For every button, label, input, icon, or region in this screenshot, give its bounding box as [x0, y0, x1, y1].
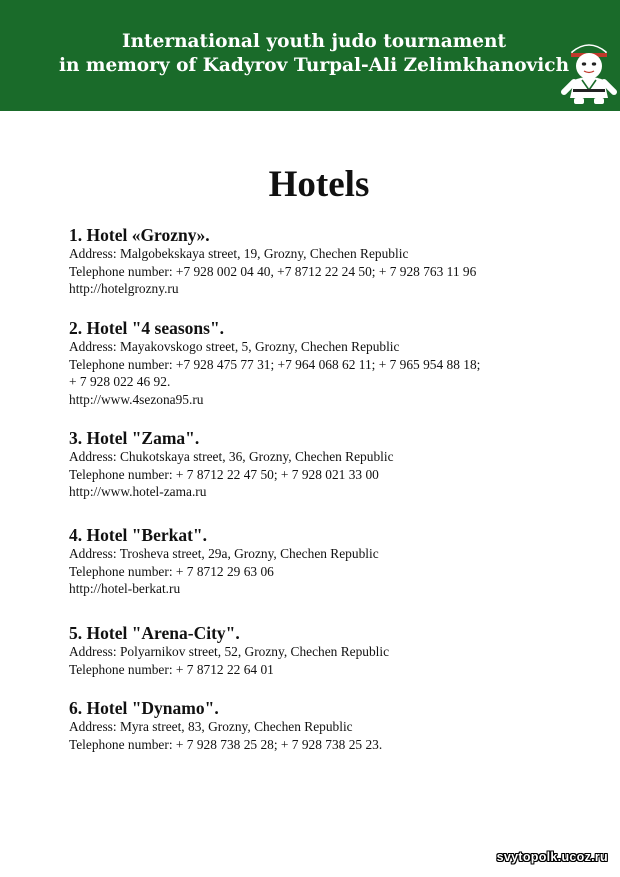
judoka-mascot-icon: [560, 40, 618, 106]
hotel-address: Address: Chukotskaya street, 36, Grozny, Chechen Republic: [69, 449, 394, 464]
hotel-entry-dynamo: [69, 698, 609, 753]
page-title: Hotels: [268, 164, 370, 205]
hotel-name: 4. Hotel "Berkat".: [69, 525, 208, 545]
hotel-address: Address: Myra street, 83, Grozny, Chechen Republic: [69, 719, 353, 734]
hotel-phone: Telephone number: + 7 928 738 25 28; + 7 928 738 25 23.: [69, 736, 383, 752]
hotel-url[interactable]: http://hotel-berkat.ru: [69, 581, 181, 596]
hotel-phone: Telephone number: + 7 8712 22 64 01: [69, 661, 274, 677]
hotel-address: Address: Polyarnikov street, 52, Grozny, Chechen Republic: [69, 644, 390, 659]
tournament-title-line1: International youth judo tournament: [121, 31, 507, 52]
hotel-name: 6. Hotel "Dynamo".: [69, 698, 219, 718]
site-watermark: svytopolk.ucoz.ru: [496, 850, 608, 864]
hotel-address: Address: Mayakovskogo street, 5, Grozny, Chechen Republic: [69, 339, 400, 354]
hotel-entry-4-seasons: [69, 318, 609, 408]
hotel-entry-arena-city: [69, 623, 609, 678]
hotel-name: 5. Hotel "Arena-City".: [69, 623, 240, 643]
hotel-phone: Telephone number: +7 928 475 77 31; +7 964 068 62 11; + 7 965 954 88 18;: [69, 356, 481, 372]
hotel-url[interactable]: http://hotelgrozny.ru: [69, 281, 179, 296]
hotel-address: Address: Trosheva street, 29a, Grozny, Chechen Republic: [69, 546, 379, 561]
hotel-url[interactable]: http://www.hotel-zama.ru: [69, 484, 207, 499]
hotel-name: 2. Hotel "4 seasons".: [69, 318, 225, 338]
hotel-entry-grozny: [69, 225, 609, 298]
header-banner: [0, 0, 620, 111]
hotel-phone: Telephone number: + 7 8712 22 47 50; + 7 928 021 33 00: [69, 466, 379, 482]
hotel-url[interactable]: http://www.4sezona95.ru: [69, 391, 204, 407]
hotel-phone: Telephone number: +7 928 002 04 40, +7 8712 22 24 50; + 7 928 763 11 96: [69, 263, 477, 279]
hotel-entry-zama: [69, 428, 609, 501]
hotel-address: Address: Malgobekskaya street, 19, Grozny, Chechen Republic: [69, 246, 409, 261]
hotel-phone: Telephone number: + 7 8712 29 63 06: [69, 563, 274, 579]
hotel-phone-continued: + 7 928 022 46 92.: [69, 374, 171, 389]
tournament-title: [44, 30, 584, 78]
hotel-entry-berkat: [69, 525, 609, 598]
tournament-title-line2: in memory of Kadyrov Turpal-Ali Zelimkhanovich: [58, 55, 570, 76]
hotel-name: 3. Hotel "Zama".: [69, 428, 200, 448]
hotel-name: 1. Hotel «Grozny».: [69, 225, 210, 245]
